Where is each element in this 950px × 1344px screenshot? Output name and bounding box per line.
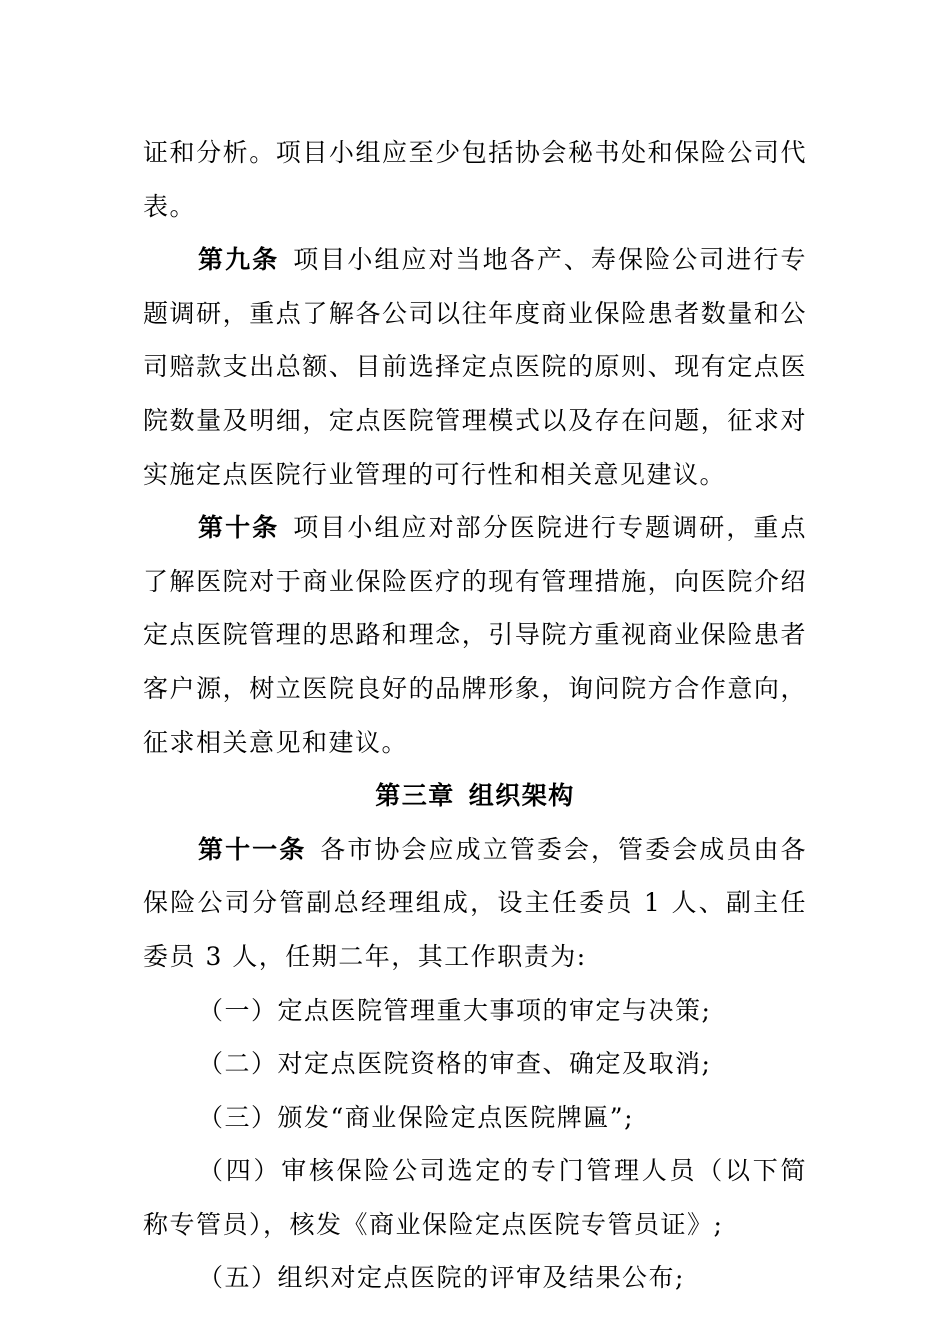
article-10 bbox=[143, 501, 807, 769]
chapter-heading bbox=[143, 769, 807, 823]
list-item-2: （二）对定点医院资格的审查、确定及取消; bbox=[198, 1049, 712, 1079]
chapter-label: 第三章 bbox=[375, 781, 455, 811]
article-10-label: 第十条 bbox=[198, 513, 280, 543]
list-item-5: （五）组织对定点医院的评审及结果公布; bbox=[198, 1263, 685, 1293]
list-item-4: （四）审核保险公司选定的专门管理人员（以下简称专管员），核发《商业保险定点医院专管员证》; bbox=[143, 1156, 807, 1239]
paragraph-continued: 证和分析。项目小组应至少包括协会秘书处和保险公司代表。 bbox=[143, 138, 807, 221]
list-item-3: （三）颁发“商业保险定点医院牌匾”; bbox=[198, 1102, 634, 1132]
article-9-label: 第九条 bbox=[198, 245, 280, 275]
article-9 bbox=[143, 233, 807, 501]
article-9-text: 项目小组应对当地各产、寿保险公司进行专题调研，重点了解各公司以往年度商业保险患者数量和公司赔款支出总额、目前选择定点医院的原则、现有定点医院数量及明细，定点医院管理模式以及存在问题，征求对实施定点医院行业管理的可行性和相关意见建议。 bbox=[143, 245, 807, 489]
document-body bbox=[143, 126, 807, 1305]
list-item-1: （一）定点医院管理重大事项的审定与决策; bbox=[198, 995, 712, 1025]
article-11-label: 第十一条 bbox=[198, 834, 307, 864]
article-11-text: 各市协会应成立管委会，管委会成员由各保险公司分管副总经理组成，设主任委员 1 人、副主任委员 3 人，任期二年，其工作职责为: bbox=[143, 834, 807, 971]
article-10-text: 项目小组应对部分医院进行专题调研，重点了解医院对于商业保险医疗的现有管理措施，向医院介绍定点医院管理的思路和理念，引导院方重视商业保险患者客户源，树立医院良好的品牌形象，询问院方合作意向，征求相关意见和建议。 bbox=[143, 513, 807, 757]
article-11 bbox=[143, 823, 807, 984]
chapter-title: 组织架构 bbox=[468, 781, 575, 811]
